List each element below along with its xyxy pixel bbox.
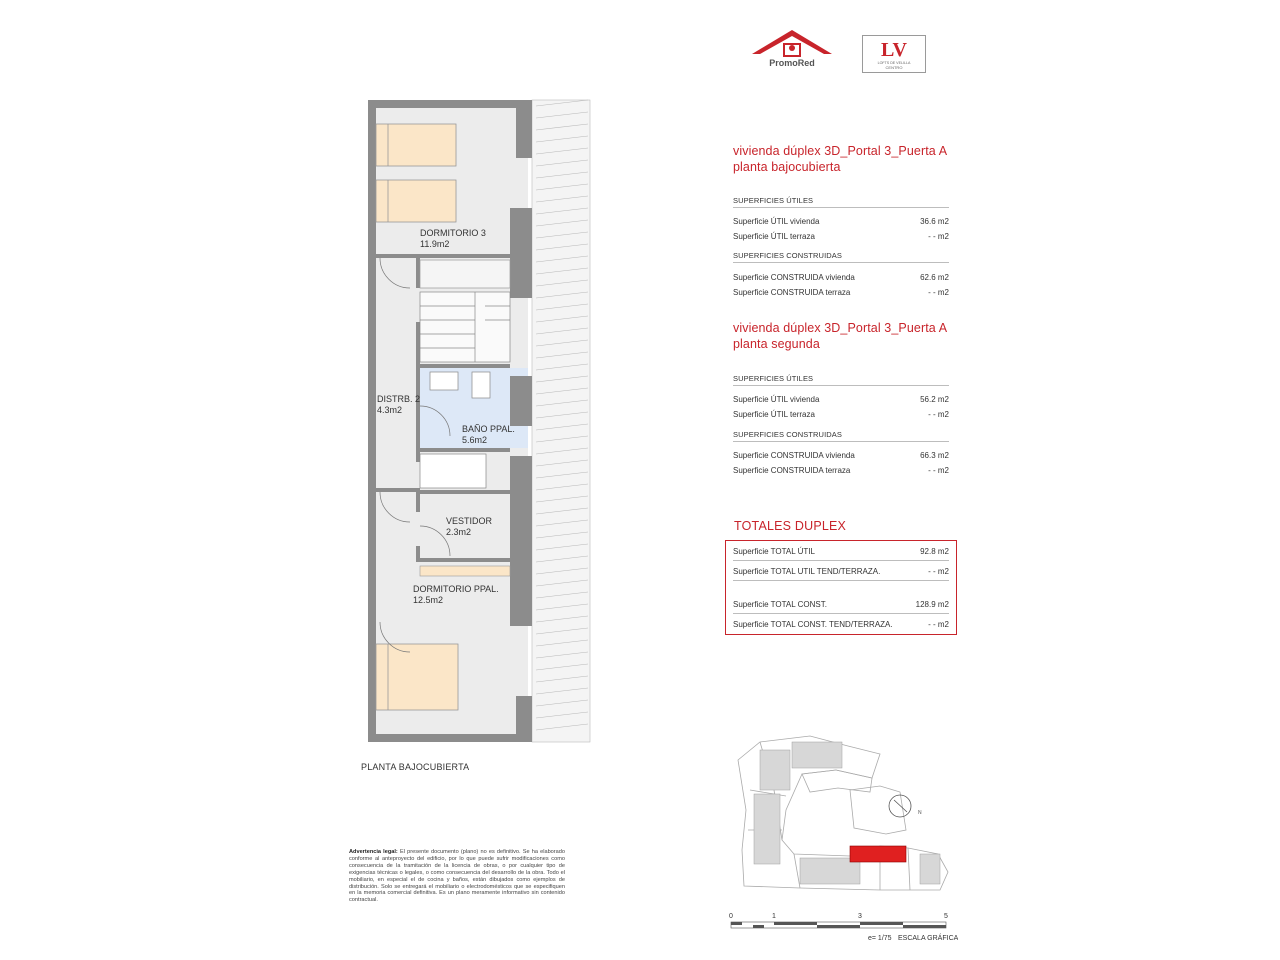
key-plan	[730, 730, 960, 895]
room-area-vestidor: 2.3m2	[446, 527, 472, 537]
row-value: - - m2	[928, 466, 949, 475]
room-name-dormitorio-ppal: DORMITORIO PPAL.	[413, 584, 499, 594]
section2-title2: planta segunda	[733, 337, 820, 351]
row-label: Superficie CONSTRUIDA terraza	[733, 288, 851, 297]
section2-utiles-head: SUPERFICIES ÚTILES	[733, 374, 949, 386]
floor-plan	[360, 96, 600, 746]
totals-row	[733, 547, 949, 556]
section2-construidas-row	[733, 451, 949, 460]
divider	[733, 560, 949, 561]
legal-text: El presente documento (plano) no es definitivo. Se ha elaborado conforme al anteproyecto del edificio, por lo que puede sufrir modificaciones como consecuencia de la tramitación de la licencia de obras, o por cualquier tipo de exigencias técnicas o legales, o como consecuencia del desarrollo de la obra. Todo el mobiliario, en especial el de cocina y baños, están dibujados como ejemplos de distribución. Solo se entregará el mobiliario o electrodomésticos que se especifiquen en la memoria comercial definitiva. Es un plano meramente informativo sin contenido contractual.	[349, 849, 565, 904]
row-label: Superficie TOTAL ÚTIL	[733, 547, 815, 556]
north-arrow	[889, 795, 922, 817]
room-area-dormitorio-ppal: 12.5m2	[413, 595, 444, 605]
row-value: - - m2	[928, 232, 949, 241]
divider	[733, 580, 949, 581]
row-label: Superficie CONSTRUIDA terraza	[733, 466, 851, 475]
scale-label: ESCALA GRÁFICA	[898, 935, 958, 942]
key-plan-highlight	[850, 846, 906, 862]
row-value: - - m2	[928, 567, 949, 576]
row-label: Superficie TOTAL UTIL TEND/TERRAZA.	[733, 567, 881, 576]
room-area-distrb: 4.3m2	[377, 405, 403, 415]
room-area-bano: 5.6m2	[462, 435, 488, 445]
row-label: Superficie TOTAL CONST. TEND/TERRAZA.	[733, 620, 893, 629]
totals-row	[733, 620, 949, 629]
section2-construidas-head: SUPERFICIES CONSTRUIDAS	[733, 430, 949, 442]
plan-label: PLANTA BAJOCUBIERTA	[361, 762, 470, 772]
scale-bar-graphic	[731, 922, 946, 928]
row-value: 66.3 m2	[920, 451, 949, 460]
room-name-bano: BAÑO PPAL.	[462, 424, 515, 434]
scale-tick-0: 0	[729, 913, 733, 920]
row-value: - - m2	[928, 410, 949, 419]
row-label: Superficie ÚTIL vivienda	[733, 395, 820, 404]
row-value: 36.6 m2	[920, 217, 949, 226]
section2-construidas-row	[733, 466, 949, 475]
section1-utiles-row	[733, 232, 949, 241]
storage-unit	[420, 260, 510, 288]
divider	[733, 613, 949, 614]
row-value: - - m2	[928, 620, 949, 629]
lv-logo-line1: LOFTS DE VELILLA	[877, 61, 911, 65]
north-label: N	[918, 810, 922, 816]
room-area-dormitorio-3: 11.9m2	[420, 239, 450, 249]
section1-utiles-head: SUPERFICIES ÚTILES	[733, 196, 949, 208]
row-value: 62.6 m2	[920, 273, 949, 282]
legal-notice	[349, 849, 565, 904]
totals-row	[733, 600, 949, 609]
section1-title2: planta bajocubierta	[733, 160, 841, 174]
scale-bar	[726, 910, 958, 946]
row-value: 56.2 m2	[920, 395, 949, 404]
section2-utiles-row	[733, 395, 949, 404]
row-label: Superficie ÚTIL vivienda	[733, 217, 820, 226]
lv-logo-line2: CENTRO	[885, 65, 903, 70]
scale-tick-3: 3	[858, 913, 862, 920]
room-name-distrb: DISTRB. 2	[377, 394, 421, 404]
promored-logo	[750, 26, 834, 70]
section1-title1: vivienda dúplex 3D_Portal 3_Puerta A	[733, 144, 948, 158]
row-label: Superficie CONSTRUIDA vivienda	[733, 273, 855, 282]
totals-title: TOTALES DUPLEX	[734, 519, 847, 533]
scale-ratio: e= 1/75	[868, 935, 892, 942]
room-name-dormitorio-3: DORMITORIO 3	[420, 228, 486, 238]
section2-title1: vivienda dúplex 3D_Portal 3_Puerta A	[733, 321, 948, 335]
section2-utiles-row	[733, 410, 949, 419]
staircase	[420, 292, 510, 362]
scale-tick-1: 1	[772, 913, 776, 920]
key-plan-units	[754, 742, 940, 884]
row-value: - - m2	[928, 288, 949, 297]
row-value: 128.9 m2	[915, 600, 949, 609]
section1-construidas-head: SUPERFICIES CONSTRUIDAS	[733, 251, 949, 263]
section1-construidas-row	[733, 273, 949, 282]
promored-logo-text: PromoRed	[769, 58, 815, 68]
section1-construidas-row	[733, 288, 949, 297]
lv-logo-mark: LV	[881, 39, 907, 61]
scale-tick-5: 5	[944, 913, 948, 920]
row-label: Superficie TOTAL CONST.	[733, 600, 827, 609]
row-label: Superficie ÚTIL terraza	[733, 410, 815, 419]
roof-hatch	[532, 100, 590, 742]
lv-centro-logo	[862, 35, 926, 73]
row-label: Superficie CONSTRUIDA vivienda	[733, 451, 855, 460]
section1-utiles-row	[733, 217, 949, 226]
totals-row	[733, 567, 949, 576]
row-value: 92.8 m2	[920, 547, 949, 556]
bed-dormitorio-ppal	[376, 644, 458, 710]
legal-heading: Advertencia legal:	[349, 849, 398, 855]
wardrobe	[420, 566, 510, 576]
row-label: Superficie ÚTIL terraza	[733, 232, 815, 241]
room-name-vestidor: VESTIDOR	[446, 516, 493, 526]
